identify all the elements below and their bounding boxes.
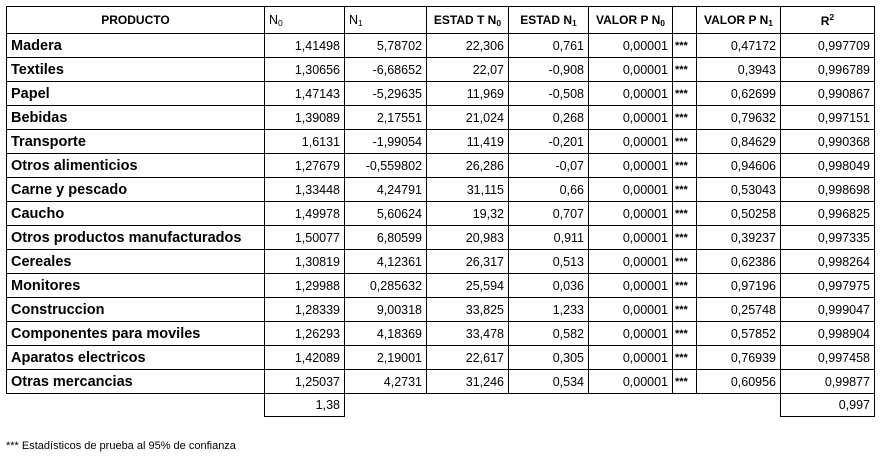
- cell-r2: 0,997709: [781, 34, 875, 58]
- cell-valor-p-n1: 0,84629: [697, 130, 781, 154]
- cell-r2: 0,999047: [781, 298, 875, 322]
- cell-r2: 0,998904: [781, 322, 875, 346]
- header-estad-t-n0: ESTAD T $N_0$: [427, 7, 509, 34]
- cell-estad-t-n0: 11,419: [427, 130, 509, 154]
- header-producto: PRODUCTO: [7, 7, 265, 34]
- cell-significance: ***: [673, 82, 697, 106]
- cell-n1: 4,12361: [345, 250, 427, 274]
- summary-empty: [345, 394, 427, 417]
- cell-significance: ***: [673, 106, 697, 130]
- cell-producto: Cereales: [7, 250, 265, 274]
- summary-spacer: [7, 394, 265, 417]
- summary-empty: [589, 394, 673, 417]
- cell-r2: 0,998049: [781, 154, 875, 178]
- cell-estad-t-n0: 31,115: [427, 178, 509, 202]
- cell-n0: 1,28339: [265, 298, 345, 322]
- cell-valor-p-n1: 0,47172: [697, 34, 781, 58]
- cell-valor-p-n0: 0,00001: [589, 250, 673, 274]
- cell-estad-n1: -0,201: [509, 130, 589, 154]
- cell-producto: Caucho: [7, 202, 265, 226]
- cell-valor-p-n0: 0,00001: [589, 346, 673, 370]
- cell-valor-p-n0: 0,00001: [589, 130, 673, 154]
- cell-producto: Monitores: [7, 274, 265, 298]
- cell-valor-p-n1: 0,50258: [697, 202, 781, 226]
- table-row: [7, 370, 875, 394]
- cell-producto: Carne y pescado: [7, 178, 265, 202]
- cell-n1: -1,99054: [345, 130, 427, 154]
- cell-n0: 1,50077: [265, 226, 345, 250]
- cell-r2: 0,99877: [781, 370, 875, 394]
- cell-n1: -0,559802: [345, 154, 427, 178]
- cell-valor-p-n0: 0,00001: [589, 322, 673, 346]
- cell-producto: Aparatos electricos: [7, 346, 265, 370]
- cell-estad-n1: 1,233: [509, 298, 589, 322]
- cell-estad-n1: 0,036: [509, 274, 589, 298]
- cell-n0: 1,25037: [265, 370, 345, 394]
- cell-valor-p-n0: 0,00001: [589, 154, 673, 178]
- cell-n1: 2,17551: [345, 106, 427, 130]
- cell-valor-p-n1: 0,53043: [697, 178, 781, 202]
- cell-valor-p-n1: 0,39237: [697, 226, 781, 250]
- cell-r2: 0,990867: [781, 82, 875, 106]
- cell-estad-n1: 0,513: [509, 250, 589, 274]
- summary-row: [7, 394, 875, 417]
- cell-estad-t-n0: 22,306: [427, 34, 509, 58]
- cell-n0: 1,39089: [265, 106, 345, 130]
- cell-valor-p-n0: 0,00001: [589, 226, 673, 250]
- cell-estad-t-n0: 25,594: [427, 274, 509, 298]
- cell-valor-p-n0: 0,00001: [589, 298, 673, 322]
- cell-significance: ***: [673, 178, 697, 202]
- table-row: [7, 202, 875, 226]
- cell-producto: Papel: [7, 82, 265, 106]
- cell-significance: ***: [673, 154, 697, 178]
- summary-empty: [673, 394, 697, 417]
- cell-estad-n1: -0,508: [509, 82, 589, 106]
- cell-valor-p-n0: 0,00001: [589, 34, 673, 58]
- cell-valor-p-n0: 0,00001: [589, 370, 673, 394]
- cell-valor-p-n0: 0,00001: [589, 178, 673, 202]
- cell-estad-n1: 0,761: [509, 34, 589, 58]
- cell-estad-n1: -0,908: [509, 58, 589, 82]
- table-row: [7, 58, 875, 82]
- cell-producto: Textiles: [7, 58, 265, 82]
- table-row: [7, 226, 875, 250]
- cell-significance: ***: [673, 130, 697, 154]
- header-r2: $R^2$: [781, 7, 875, 34]
- table-row: [7, 106, 875, 130]
- table-row: [7, 346, 875, 370]
- cell-r2: 0,990368: [781, 130, 875, 154]
- cell-estad-t-n0: 19,32: [427, 202, 509, 226]
- table-body: [7, 34, 875, 394]
- table-row: [7, 298, 875, 322]
- cell-estad-t-n0: 33,478: [427, 322, 509, 346]
- cell-valor-p-n0: 0,00001: [589, 202, 673, 226]
- cell-significance: ***: [673, 298, 697, 322]
- cell-r2: 0,996789: [781, 58, 875, 82]
- cell-producto: Bebidas: [7, 106, 265, 130]
- cell-producto: Otros alimenticios: [7, 154, 265, 178]
- cell-valor-p-n1: 0,62386: [697, 250, 781, 274]
- summary-empty: [697, 394, 781, 417]
- cell-valor-p-n0: 0,00001: [589, 106, 673, 130]
- cell-n1: 4,18369: [345, 322, 427, 346]
- cell-valor-p-n1: 0,3943: [697, 58, 781, 82]
- cell-producto: Madera: [7, 34, 265, 58]
- cell-estad-n1: 0,268: [509, 106, 589, 130]
- cell-estad-t-n0: 11,969: [427, 82, 509, 106]
- cell-n0: 1,26293: [265, 322, 345, 346]
- table-row: [7, 130, 875, 154]
- cell-n1: 5,60624: [345, 202, 427, 226]
- header-row: [7, 7, 875, 34]
- table-row: [7, 274, 875, 298]
- header-estad-n1: ESTAD $N_1$: [509, 7, 589, 34]
- cell-valor-p-n1: 0,62699: [697, 82, 781, 106]
- header-significance: [673, 7, 697, 34]
- cell-estad-n1: -0,07: [509, 154, 589, 178]
- cell-significance: ***: [673, 58, 697, 82]
- cell-producto: Construccion: [7, 298, 265, 322]
- cell-valor-p-n1: 0,60956: [697, 370, 781, 394]
- cell-producto: Otros productos manufacturados: [7, 226, 265, 250]
- header-n1: $N_1$: [345, 7, 427, 34]
- cell-n0: 1,49978: [265, 202, 345, 226]
- cell-n1: 0,285632: [345, 274, 427, 298]
- cell-n0: 1,6131: [265, 130, 345, 154]
- results-table-container: [6, 6, 874, 417]
- cell-producto: Componentes para moviles: [7, 322, 265, 346]
- cell-n1: -5,29635: [345, 82, 427, 106]
- cell-n0: 1,30656: [265, 58, 345, 82]
- cell-r2: 0,998264: [781, 250, 875, 274]
- cell-n0: 1,30819: [265, 250, 345, 274]
- cell-valor-p-n0: 0,00001: [589, 82, 673, 106]
- cell-significance: ***: [673, 250, 697, 274]
- cell-n1: 9,00318: [345, 298, 427, 322]
- regression-results-table: [6, 6, 875, 417]
- cell-estad-t-n0: 22,07: [427, 58, 509, 82]
- summary-empty: [427, 394, 509, 417]
- cell-estad-n1: 0,582: [509, 322, 589, 346]
- cell-n0: 1,27679: [265, 154, 345, 178]
- table-row: [7, 178, 875, 202]
- cell-n1: 2,19001: [345, 346, 427, 370]
- cell-significance: ***: [673, 346, 697, 370]
- cell-estad-n1: 0,707: [509, 202, 589, 226]
- summary-n0-average: 1,38: [265, 394, 345, 417]
- cell-n1: 4,2731: [345, 370, 427, 394]
- table-row: [7, 250, 875, 274]
- cell-valor-p-n1: 0,94606: [697, 154, 781, 178]
- cell-producto: Transporte: [7, 130, 265, 154]
- cell-estad-t-n0: 31,246: [427, 370, 509, 394]
- cell-n0: 1,29988: [265, 274, 345, 298]
- table-row: [7, 154, 875, 178]
- cell-valor-p-n1: 0,97196: [697, 274, 781, 298]
- cell-estad-t-n0: 21,024: [427, 106, 509, 130]
- cell-n0: 1,33448: [265, 178, 345, 202]
- cell-n1: -6,68652: [345, 58, 427, 82]
- cell-r2: 0,997151: [781, 106, 875, 130]
- cell-significance: ***: [673, 226, 697, 250]
- cell-estad-n1: 0,911: [509, 226, 589, 250]
- cell-valor-p-n1: 0,25748: [697, 298, 781, 322]
- table-row: [7, 82, 875, 106]
- cell-significance: ***: [673, 370, 697, 394]
- cell-n1: 4,24791: [345, 178, 427, 202]
- cell-estad-t-n0: 20,983: [427, 226, 509, 250]
- cell-valor-p-n0: 0,00001: [589, 58, 673, 82]
- table-row: [7, 34, 875, 58]
- cell-n1: 6,80599: [345, 226, 427, 250]
- header-valor-p-n0: VALOR P $N_0$: [589, 7, 673, 34]
- cell-valor-p-n0: 0,00001: [589, 274, 673, 298]
- cell-significance: ***: [673, 202, 697, 226]
- cell-n0: 1,41498: [265, 34, 345, 58]
- table-row: [7, 322, 875, 346]
- cell-estad-t-n0: 26,317: [427, 250, 509, 274]
- cell-valor-p-n1: 0,79632: [697, 106, 781, 130]
- cell-n0: 1,42089: [265, 346, 345, 370]
- cell-estad-t-n0: 22,617: [427, 346, 509, 370]
- cell-valor-p-n1: 0,76939: [697, 346, 781, 370]
- cell-r2: 0,997458: [781, 346, 875, 370]
- cell-estad-t-n0: 33,825: [427, 298, 509, 322]
- cell-n1: 5,78702: [345, 34, 427, 58]
- cell-significance: ***: [673, 322, 697, 346]
- cell-valor-p-n1: 0,57852: [697, 322, 781, 346]
- cell-significance: ***: [673, 34, 697, 58]
- cell-estad-n1: 0,66: [509, 178, 589, 202]
- cell-estad-t-n0: 26,286: [427, 154, 509, 178]
- header-n0: $N_0$: [265, 7, 345, 34]
- cell-r2: 0,997975: [781, 274, 875, 298]
- cell-r2: 0,996825: [781, 202, 875, 226]
- cell-producto: Otras mercancias: [7, 370, 265, 394]
- cell-estad-n1: 0,534: [509, 370, 589, 394]
- cell-r2: 0,998698: [781, 178, 875, 202]
- summary-r2-average: 0,997: [781, 394, 875, 417]
- summary-empty: [509, 394, 589, 417]
- cell-estad-n1: 0,305: [509, 346, 589, 370]
- cell-significance: ***: [673, 274, 697, 298]
- header-valor-p-n1: VALOR P $N_1$: [697, 7, 781, 34]
- cell-n0: 1,47143: [265, 82, 345, 106]
- cell-r2: 0,997335: [781, 226, 875, 250]
- footnote: *** Estadísticos de prueba al 95% de confianza: [6, 440, 236, 452]
